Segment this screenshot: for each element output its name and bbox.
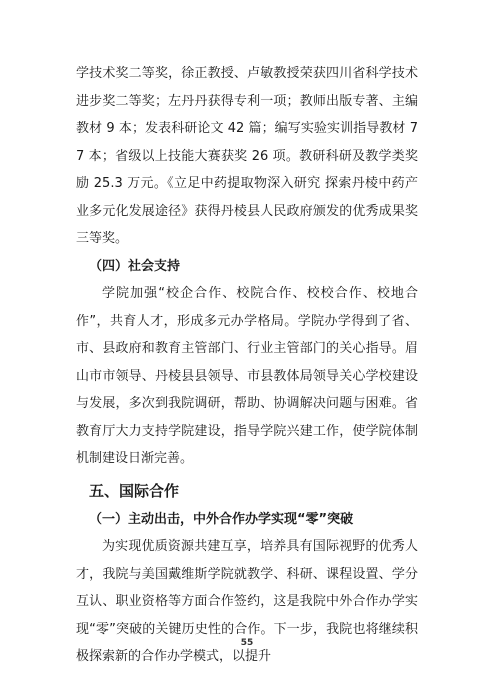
subheading-social-support: （四）社会支持 (89, 258, 181, 274)
paragraph-awards: 学技术奖二等奖，徐正教授、卢敏教授荣获四川省科学技术进步奖二等奖；左丹丹获得专利一项；教师出版专著、主编教材 9 本；发表科研论文 42 篇；编写实验实训指导教材 77 本；省级以上技能大赛获奖 26 项。教研科研及教学类奖励 25.3 万元。《立足中药提取物深入研究 探索丹棱中药产业多元化发展途径》获得丹棱县人民政府颁发的优秀成果奖三等奖。 (76, 66, 418, 246)
section-heading-international: 五、国际合作 (89, 481, 180, 500)
page-number: 55 (240, 638, 254, 648)
page-content (76, 60, 418, 671)
paragraph-international: 为实现优质资源共建互享，培养具有国际视野的优秀人才，我院与美国戴维斯学院就教学、科研、课程设置、学分互认、职业资格等方面合作签约，这是我院中外合作办学实现“零”突破的关键历史性的合作。下一步，我院也将继续积极探索新的合作办学模式，以提升 (76, 539, 418, 664)
paragraph-social-support: 学院加强“校企合作、校院合作、校校合作、校地合作”，共育人才，形成多元办学格局。学院办学得到了省、市、县政府和教育主管部门、行业主管部门的关心指导。眉山市市领导、丹棱县县领导、市县教体局领导关心学校建设与发展，多次到我院调研，帮助、协调解决问题与困难。省教育厅大力支持学院建设，指导学院兴建工作，使学院体制机制建设日渐完善。 (76, 286, 418, 466)
subheading-breakthrough: （一）主动出击，中外合作办学实现“零”突破 (89, 511, 354, 527)
